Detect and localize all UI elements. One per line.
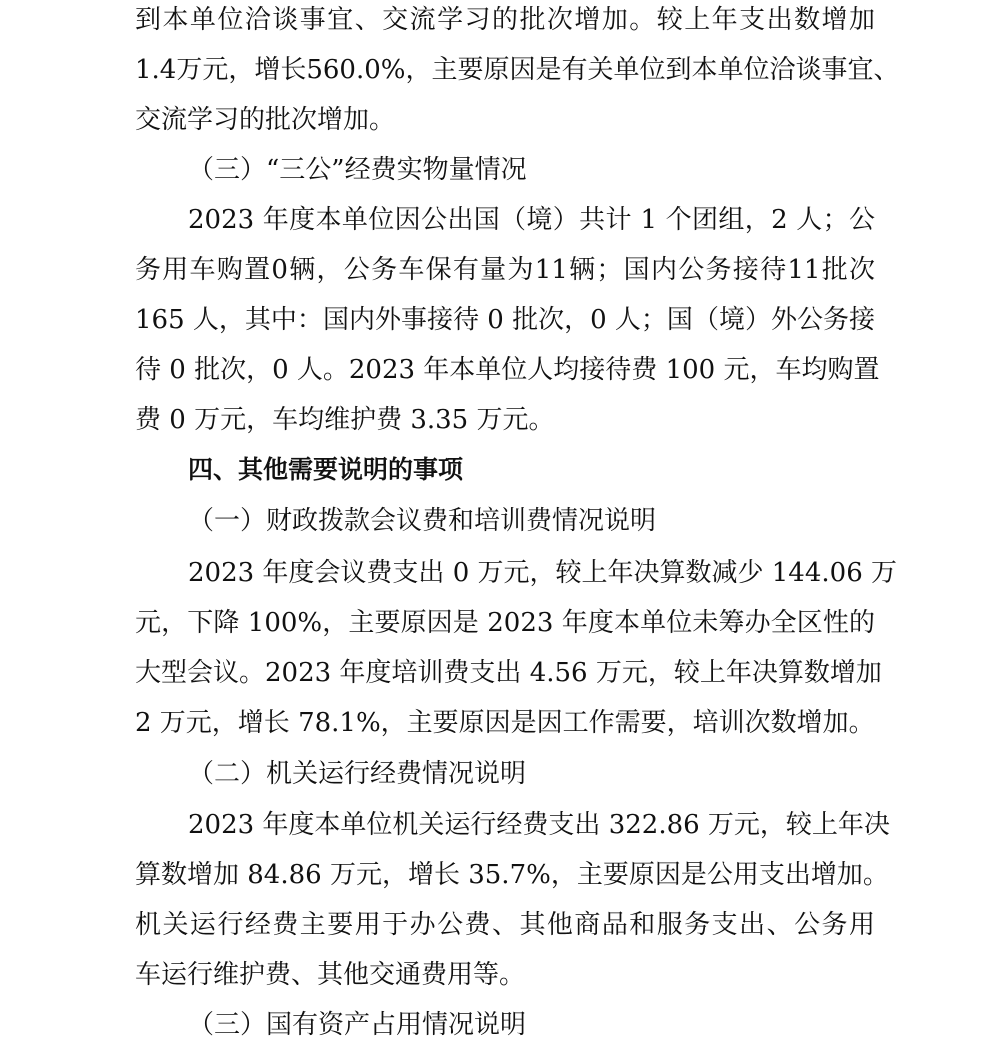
paragraph-line: 交流学习的批次增加。 (135, 105, 396, 135)
subsection-heading: （三）国有资产占用情况说明 (188, 1010, 527, 1040)
paragraph-line: 元，下降 100%，主要原因是 2023 年度本单位未筹办全区性的 (135, 608, 875, 638)
paragraph-line: 待 0 批次，0 人。2023 年本单位人均接待费 100 元，车均购置 (135, 355, 880, 385)
paragraph-line: 1.4万元，增长560.0%，主要原因是有关单位到本单位洽谈事宜、 (135, 55, 900, 85)
subsection-heading: （二）机关运行经费情况说明 (188, 759, 527, 789)
paragraph-line: 到本单位洽谈事宜、交流学习的批次增加。较上年支出数增加 (135, 5, 875, 35)
paragraph-line: 务用车购置0辆，公务车保有量为11辆；国内公务接待11批次 (135, 255, 875, 285)
paragraph-line: 机关运行经费主要用于办公费、其他商品和服务支出、公务用 (135, 910, 875, 940)
paragraph-line: 算数增加 84.86 万元，增长 35.7%，主要原因是公用支出增加。 (135, 860, 889, 890)
section-heading: 四、其他需要说明的事项 (188, 455, 464, 484)
paragraph-line: 2023 年度本单位机关运行经费支出 322.86 万元，较上年决 (188, 810, 890, 840)
paragraph-line: 165 人，其中：国内外事接待 0 批次，0 人；国（境）外公务接 (135, 305, 875, 335)
paragraph-line: 费 0 万元，车均维护费 3.35 万元。 (135, 405, 555, 435)
paragraph-line: 2 万元，增长 78.1%，主要原因是因工作需要，培训次数增加。 (135, 708, 875, 738)
paragraph-line: 车运行维护费、其他交通费用等。 (135, 960, 526, 990)
paragraph-line: 2023 年度本单位因公出国（境）共计 1 个团组，2 人；公 (188, 205, 875, 235)
paragraph-line: 2023 年度会议费支出 0 万元，较上年决算数减少 144.06 万 (188, 558, 898, 588)
paragraph-line: 大型会议。2023 年度培训费支出 4.56 万元，较上年决算数增加 (135, 658, 882, 688)
subsection-heading: （一）财政拨款会议费和培训费情况说明 (188, 506, 657, 536)
subsection-heading: （三）“三公”经费实物量情况 (188, 155, 527, 185)
